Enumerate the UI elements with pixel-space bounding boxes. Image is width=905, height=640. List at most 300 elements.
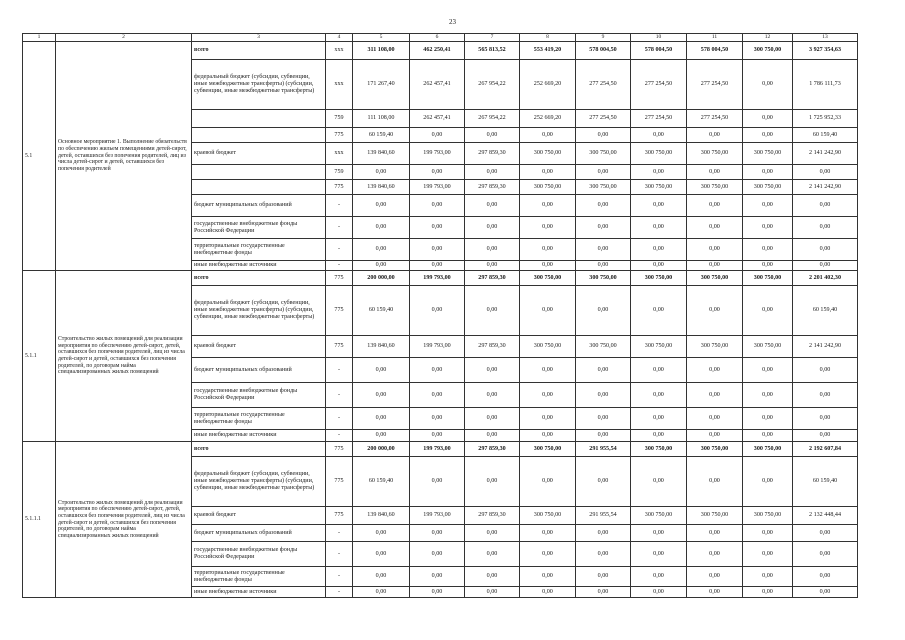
year-value: 0,00 [687, 195, 743, 217]
year-value: 300 750,00 [743, 143, 793, 165]
year-value: 0,00 [576, 383, 631, 408]
year-value: 0,00 [576, 217, 631, 239]
year-value: 0,00 [631, 195, 687, 217]
year-value: 300 750,00 [520, 336, 576, 358]
budget-code: 775 [326, 507, 353, 525]
year-value: 297 859,30 [465, 180, 520, 195]
year-value: 0,00 [743, 195, 793, 217]
year-value: 277 254,50 [576, 110, 631, 128]
funding-source: государственные внебюджетные фонды Российской Федерации [192, 383, 326, 408]
year-value: 300 750,00 [520, 271, 576, 286]
funding-source: бюджет муниципальных образований [192, 358, 326, 383]
budget-table [22, 33, 858, 598]
total-value: 1 725 952,33 [793, 110, 858, 128]
year-value: 0,00 [465, 165, 520, 180]
year-value: 0,00 [631, 261, 687, 271]
item-index: 5.1.1 [23, 271, 56, 442]
budget-code: 775 [326, 442, 353, 457]
budget-code: - [326, 542, 353, 567]
year-value: 0,00 [465, 383, 520, 408]
item-name: Строительство жилых помещений для реализации мероприятия по обеспечению детей-сирот, детей, оставшихся без попечения родителей, лиц из числа детей-сирот и детей, оставшихся без попечения родителей, по договорам найма специализированных жилых помещений [56, 442, 192, 598]
budget-code: 775 [326, 180, 353, 195]
year-value: 200 000,00 [353, 271, 410, 286]
year-value: 199 793,00 [410, 180, 465, 195]
funding-source: иные внебюджетные источники [192, 430, 326, 442]
budget-code: 775 [326, 286, 353, 336]
year-value: 0,00 [465, 286, 520, 336]
year-value: 60 159,40 [353, 286, 410, 336]
total-value: 60 159,40 [793, 457, 858, 507]
year-value: 0,00 [410, 408, 465, 430]
year-value: 0,00 [631, 286, 687, 336]
year-value: 0,00 [520, 358, 576, 383]
year-value: 0,00 [520, 587, 576, 598]
year-value: 0,00 [743, 128, 793, 143]
total-value: 2 141 242,90 [793, 180, 858, 195]
column-number: 12 [743, 34, 793, 42]
item-index: 5.1.1.1 [23, 442, 56, 598]
year-value: 262 457,41 [410, 60, 465, 110]
year-value: 0,00 [353, 195, 410, 217]
year-value: 0,00 [520, 261, 576, 271]
table-row [23, 442, 858, 457]
year-value: 0,00 [520, 239, 576, 261]
total-value: 0,00 [793, 408, 858, 430]
total-value: 2 192 607,84 [793, 442, 858, 457]
funding-source: федеральный бюджет (субсидии, субвенции, иные межбюджетные трансферты) (субсидии, субвенции, иные межбюджетные трансферты) [192, 286, 326, 336]
year-value: 0,00 [353, 217, 410, 239]
year-value: 0,00 [687, 261, 743, 271]
year-value: 0,00 [353, 542, 410, 567]
year-value: 0,00 [743, 165, 793, 180]
year-value: 0,00 [743, 587, 793, 598]
budget-code: 775 [326, 128, 353, 143]
year-value: 300 750,00 [631, 442, 687, 457]
year-value: 277 254,50 [631, 60, 687, 110]
year-value: 0,00 [353, 165, 410, 180]
year-value: 0,00 [576, 165, 631, 180]
column-number: 3 [192, 34, 326, 42]
year-value: 291 955,54 [576, 442, 631, 457]
year-value: 300 750,00 [631, 336, 687, 358]
table-body [23, 34, 858, 598]
funding-source: федеральный бюджет (субсидии, субвенции, иные межбюджетные трансферты) (субсидии, субвенции, иные межбюджетные трансферты) [192, 60, 326, 110]
year-value: 199 793,00 [410, 271, 465, 286]
budget-code: - [326, 383, 353, 408]
year-value: 297 859,30 [465, 271, 520, 286]
year-value: 139 840,60 [353, 507, 410, 525]
total-value: 60 159,40 [793, 128, 858, 143]
funding-source: краевой бюджет [192, 143, 326, 165]
year-value: 0,00 [576, 261, 631, 271]
item-name: Строительство жилых помещений для реализации мероприятия по обеспечению детей-сирот, детей, оставшихся без попечения родителей, лиц из числа детей-сирот и детей, оставшихся без попечения родителей, по договорам найма специализированных жилых помещений [56, 271, 192, 442]
year-value: 300 750,00 [576, 336, 631, 358]
year-value: 300 750,00 [631, 143, 687, 165]
year-value: 0,00 [465, 430, 520, 442]
year-value: 0,00 [687, 358, 743, 383]
year-value: 252 669,20 [520, 60, 576, 110]
year-value: 300 750,00 [631, 180, 687, 195]
year-value: 300 750,00 [520, 507, 576, 525]
year-value: 0,00 [576, 587, 631, 598]
year-value: 553 419,20 [520, 42, 576, 60]
year-value: 0,00 [687, 430, 743, 442]
year-value: 0,00 [687, 383, 743, 408]
total-value: 0,00 [793, 587, 858, 598]
year-value: 0,00 [631, 358, 687, 383]
year-value: 0,00 [410, 261, 465, 271]
year-value: 0,00 [743, 457, 793, 507]
budget-code: 775 [326, 457, 353, 507]
budget-code: 759 [326, 165, 353, 180]
total-value: 2 141 242,90 [793, 336, 858, 358]
year-value: 297 859,30 [465, 143, 520, 165]
funding-source: иные внебюджетные источники [192, 587, 326, 598]
year-value: 0,00 [576, 542, 631, 567]
year-value: 0,00 [410, 195, 465, 217]
year-value: 0,00 [687, 128, 743, 143]
year-value: 0,00 [743, 542, 793, 567]
year-value: 0,00 [631, 587, 687, 598]
column-number: 11 [687, 34, 743, 42]
year-value: 0,00 [353, 261, 410, 271]
year-value: 199 793,00 [410, 336, 465, 358]
year-value: 139 840,60 [353, 180, 410, 195]
funding-source: краевой бюджет [192, 507, 326, 525]
total-value: 0,00 [793, 195, 858, 217]
total-value: 0,00 [793, 217, 858, 239]
year-value: 300 750,00 [687, 507, 743, 525]
year-value: 0,00 [631, 525, 687, 542]
year-value: 0,00 [687, 286, 743, 336]
total-value: 0,00 [793, 430, 858, 442]
year-value: 0,00 [465, 358, 520, 383]
budget-code: - [326, 239, 353, 261]
total-value: 0,00 [793, 542, 858, 567]
year-value: 0,00 [687, 457, 743, 507]
year-value: 0,00 [465, 542, 520, 567]
year-value: 0,00 [576, 525, 631, 542]
year-value: 0,00 [631, 457, 687, 507]
budget-code: - [326, 408, 353, 430]
year-value: 0,00 [576, 457, 631, 507]
funding-source [192, 165, 326, 180]
year-value: 0,00 [410, 165, 465, 180]
year-value: 0,00 [687, 165, 743, 180]
total-value: 60 159,40 [793, 286, 858, 336]
year-value: 0,00 [353, 383, 410, 408]
column-number: 4 [326, 34, 353, 42]
total-value: 0,00 [793, 525, 858, 542]
year-value: 0,00 [687, 239, 743, 261]
year-value: 300 750,00 [687, 442, 743, 457]
year-value: 200 000,00 [353, 442, 410, 457]
total-value: 0,00 [793, 165, 858, 180]
item-index: 5.1 [23, 42, 56, 271]
year-value: 311 108,00 [353, 42, 410, 60]
year-value: 0,00 [520, 286, 576, 336]
year-value: 300 750,00 [743, 271, 793, 286]
budget-code: 775 [326, 271, 353, 286]
year-value: 0,00 [520, 457, 576, 507]
year-value: 300 750,00 [576, 143, 631, 165]
year-value: 0,00 [743, 408, 793, 430]
year-value: 0,00 [576, 358, 631, 383]
year-value: 578 004,50 [631, 42, 687, 60]
year-value: 0,00 [631, 128, 687, 143]
column-number: 8 [520, 34, 576, 42]
year-value: 0,00 [465, 587, 520, 598]
year-value: 0,00 [353, 525, 410, 542]
year-value: 300 750,00 [687, 180, 743, 195]
year-value: 0,00 [410, 239, 465, 261]
year-value: 0,00 [520, 567, 576, 587]
funding-source: территориальные государственные внебюджетные фонды [192, 408, 326, 430]
year-value: 0,00 [410, 286, 465, 336]
funding-source: краевой бюджет [192, 336, 326, 358]
year-value: 0,00 [520, 217, 576, 239]
year-value: 0,00 [743, 261, 793, 271]
year-value: 0,00 [465, 261, 520, 271]
year-value: 0,00 [520, 408, 576, 430]
year-value: 0,00 [465, 567, 520, 587]
year-value: 0,00 [631, 567, 687, 587]
total-value: 2 141 242,90 [793, 143, 858, 165]
year-value: 60 159,40 [353, 128, 410, 143]
funding-source: бюджет муниципальных образований [192, 525, 326, 542]
year-value: 0,00 [631, 542, 687, 567]
year-value: 0,00 [631, 165, 687, 180]
column-number: 6 [410, 34, 465, 42]
year-value: 0,00 [743, 239, 793, 261]
year-value: 0,00 [410, 383, 465, 408]
budget-code: - [326, 217, 353, 239]
year-value: 0,00 [743, 383, 793, 408]
year-value: 300 750,00 [631, 271, 687, 286]
year-value: 0,00 [743, 286, 793, 336]
year-value: 0,00 [465, 239, 520, 261]
funding-source: иные внебюджетные источники [192, 261, 326, 271]
year-value: 171 267,40 [353, 60, 410, 110]
column-number: 1 [23, 34, 56, 42]
year-value: 578 004,50 [687, 42, 743, 60]
funding-source: государственные внебюджетные фонды Российской Федерации [192, 217, 326, 239]
year-value: 0,00 [631, 383, 687, 408]
year-value: 300 750,00 [631, 507, 687, 525]
year-value: 0,00 [410, 128, 465, 143]
column-number: 7 [465, 34, 520, 42]
column-number: 2 [56, 34, 192, 42]
year-value: 0,00 [743, 430, 793, 442]
year-value: 139 840,60 [353, 143, 410, 165]
year-value: 0,00 [743, 217, 793, 239]
total-value: 1 786 111,73 [793, 60, 858, 110]
year-value: 0,00 [687, 217, 743, 239]
year-value: 0,00 [353, 358, 410, 383]
funding-source: всего [192, 442, 326, 457]
year-value: 0,00 [631, 217, 687, 239]
total-value: 0,00 [793, 567, 858, 587]
year-value: 0,00 [353, 408, 410, 430]
year-value: 291 955,54 [576, 507, 631, 525]
funding-source: территориальные государственные внебюджетные фонды [192, 567, 326, 587]
year-value: 297 859,30 [465, 442, 520, 457]
year-value: 0,00 [353, 587, 410, 598]
budget-code: - [326, 430, 353, 442]
year-value: 462 250,41 [410, 42, 465, 60]
budget-code: 759 [326, 110, 353, 128]
funding-source: государственные внебюджетные фонды Российской Федерации [192, 542, 326, 567]
year-value: 300 750,00 [687, 143, 743, 165]
year-value: 0,00 [631, 239, 687, 261]
year-value: 0,00 [465, 217, 520, 239]
column-number: 13 [793, 34, 858, 42]
budget-code: - [326, 358, 353, 383]
year-value: 0,00 [743, 358, 793, 383]
year-value: 300 750,00 [743, 507, 793, 525]
year-value: 0,00 [410, 542, 465, 567]
table-row [23, 42, 858, 60]
year-value: 300 750,00 [520, 442, 576, 457]
column-number: 10 [631, 34, 687, 42]
year-value: 0,00 [465, 195, 520, 217]
year-value: 300 750,00 [687, 271, 743, 286]
year-value: 0,00 [520, 430, 576, 442]
budget-code: ххх [326, 42, 353, 60]
column-number: 9 [576, 34, 631, 42]
year-value: 0,00 [353, 239, 410, 261]
year-value: 565 813,52 [465, 42, 520, 60]
total-value: 0,00 [793, 261, 858, 271]
year-value: 0,00 [687, 567, 743, 587]
total-value: 0,00 [793, 358, 858, 383]
year-value: 300 750,00 [576, 180, 631, 195]
budget-code: - [326, 567, 353, 587]
year-value: 300 750,00 [520, 180, 576, 195]
page-number: 23 [449, 18, 456, 26]
year-value: 0,00 [687, 587, 743, 598]
year-value: 0,00 [410, 430, 465, 442]
funding-source: всего [192, 42, 326, 60]
year-value: 111 108,00 [353, 110, 410, 128]
year-value: 0,00 [410, 587, 465, 598]
year-value: 300 750,00 [743, 180, 793, 195]
year-value: 267 954,22 [465, 110, 520, 128]
budget-code: 775 [326, 336, 353, 358]
year-value: 0,00 [410, 217, 465, 239]
funding-source: территориальные государственные внебюджетные фонды [192, 239, 326, 261]
year-value: 277 254,50 [687, 60, 743, 110]
budget-code: - [326, 525, 353, 542]
funding-source: федеральный бюджет (субсидии, субвенции, иные межбюджетные трансферты) (субсидии, субвенции, иные межбюджетные трансферты) [192, 457, 326, 507]
column-number-row [23, 34, 858, 42]
year-value: 0,00 [687, 408, 743, 430]
total-value: 0,00 [793, 239, 858, 261]
year-value: 300 750,00 [743, 336, 793, 358]
year-value: 0,00 [465, 408, 520, 430]
year-value: 0,00 [520, 195, 576, 217]
year-value: 0,00 [520, 542, 576, 567]
year-value: 0,00 [576, 408, 631, 430]
year-value: 0,00 [576, 430, 631, 442]
year-value: 300 750,00 [687, 336, 743, 358]
year-value: 0,00 [353, 567, 410, 587]
year-value: 139 840,60 [353, 336, 410, 358]
year-value: 0,00 [520, 525, 576, 542]
item-name: Основное мероприятие 1. Выполнение обязательств по обеспечению жильем помещениями детей-сирот, детей, оставшихся без попечения родителей, лиц из числа детей-сирот и детей, оставшихся без попечения родителей [56, 42, 192, 271]
year-value: 252 669,20 [520, 110, 576, 128]
year-value: 300 750,00 [743, 442, 793, 457]
year-value: 0,00 [576, 195, 631, 217]
column-number: 5 [353, 34, 410, 42]
year-value: 0,00 [743, 60, 793, 110]
year-value: 199 793,00 [410, 507, 465, 525]
year-value: 267 954,22 [465, 60, 520, 110]
year-value: 0,00 [465, 457, 520, 507]
year-value: 0,00 [410, 567, 465, 587]
year-value: 0,00 [465, 128, 520, 143]
total-value: 3 927 354,63 [793, 42, 858, 60]
funding-source: всего [192, 271, 326, 286]
year-value: 297 859,30 [465, 507, 520, 525]
total-value: 0,00 [793, 383, 858, 408]
funding-source: бюджет муниципальных образований [192, 195, 326, 217]
year-value: 300 750,00 [743, 42, 793, 60]
year-value: 300 750,00 [576, 271, 631, 286]
year-value: 0,00 [520, 165, 576, 180]
funding-source [192, 180, 326, 195]
year-value: 262 457,41 [410, 110, 465, 128]
year-value: 0,00 [576, 567, 631, 587]
year-value: 277 254,50 [687, 110, 743, 128]
year-value: 300 750,00 [520, 143, 576, 165]
year-value: 0,00 [687, 525, 743, 542]
year-value: 0,00 [631, 408, 687, 430]
year-value: 0,00 [410, 457, 465, 507]
year-value: 0,00 [743, 110, 793, 128]
year-value: 578 004,50 [576, 42, 631, 60]
year-value: 0,00 [576, 239, 631, 261]
year-value: 0,00 [410, 525, 465, 542]
table-row [23, 271, 858, 286]
year-value: 0,00 [743, 567, 793, 587]
year-value: 0,00 [520, 128, 576, 143]
year-value: 199 793,00 [410, 143, 465, 165]
year-value: 0,00 [520, 383, 576, 408]
total-value: 2 201 402,30 [793, 271, 858, 286]
year-value: 0,00 [631, 430, 687, 442]
year-value: 0,00 [687, 542, 743, 567]
budget-code: - [326, 195, 353, 217]
year-value: 0,00 [465, 525, 520, 542]
year-value: 277 254,50 [576, 60, 631, 110]
year-value: 199 793,00 [410, 442, 465, 457]
budget-code: ххх [326, 143, 353, 165]
year-value: 277 254,50 [631, 110, 687, 128]
funding-source [192, 128, 326, 143]
year-value: 0,00 [576, 286, 631, 336]
budget-code: - [326, 587, 353, 598]
budget-code: - [326, 261, 353, 271]
year-value: 297 859,30 [465, 336, 520, 358]
total-value: 2 132 448,44 [793, 507, 858, 525]
year-value: 0,00 [410, 358, 465, 383]
year-value: 0,00 [743, 525, 793, 542]
year-value: 0,00 [353, 430, 410, 442]
funding-source [192, 110, 326, 128]
budget-code: ххх [326, 60, 353, 110]
year-value: 60 159,40 [353, 457, 410, 507]
